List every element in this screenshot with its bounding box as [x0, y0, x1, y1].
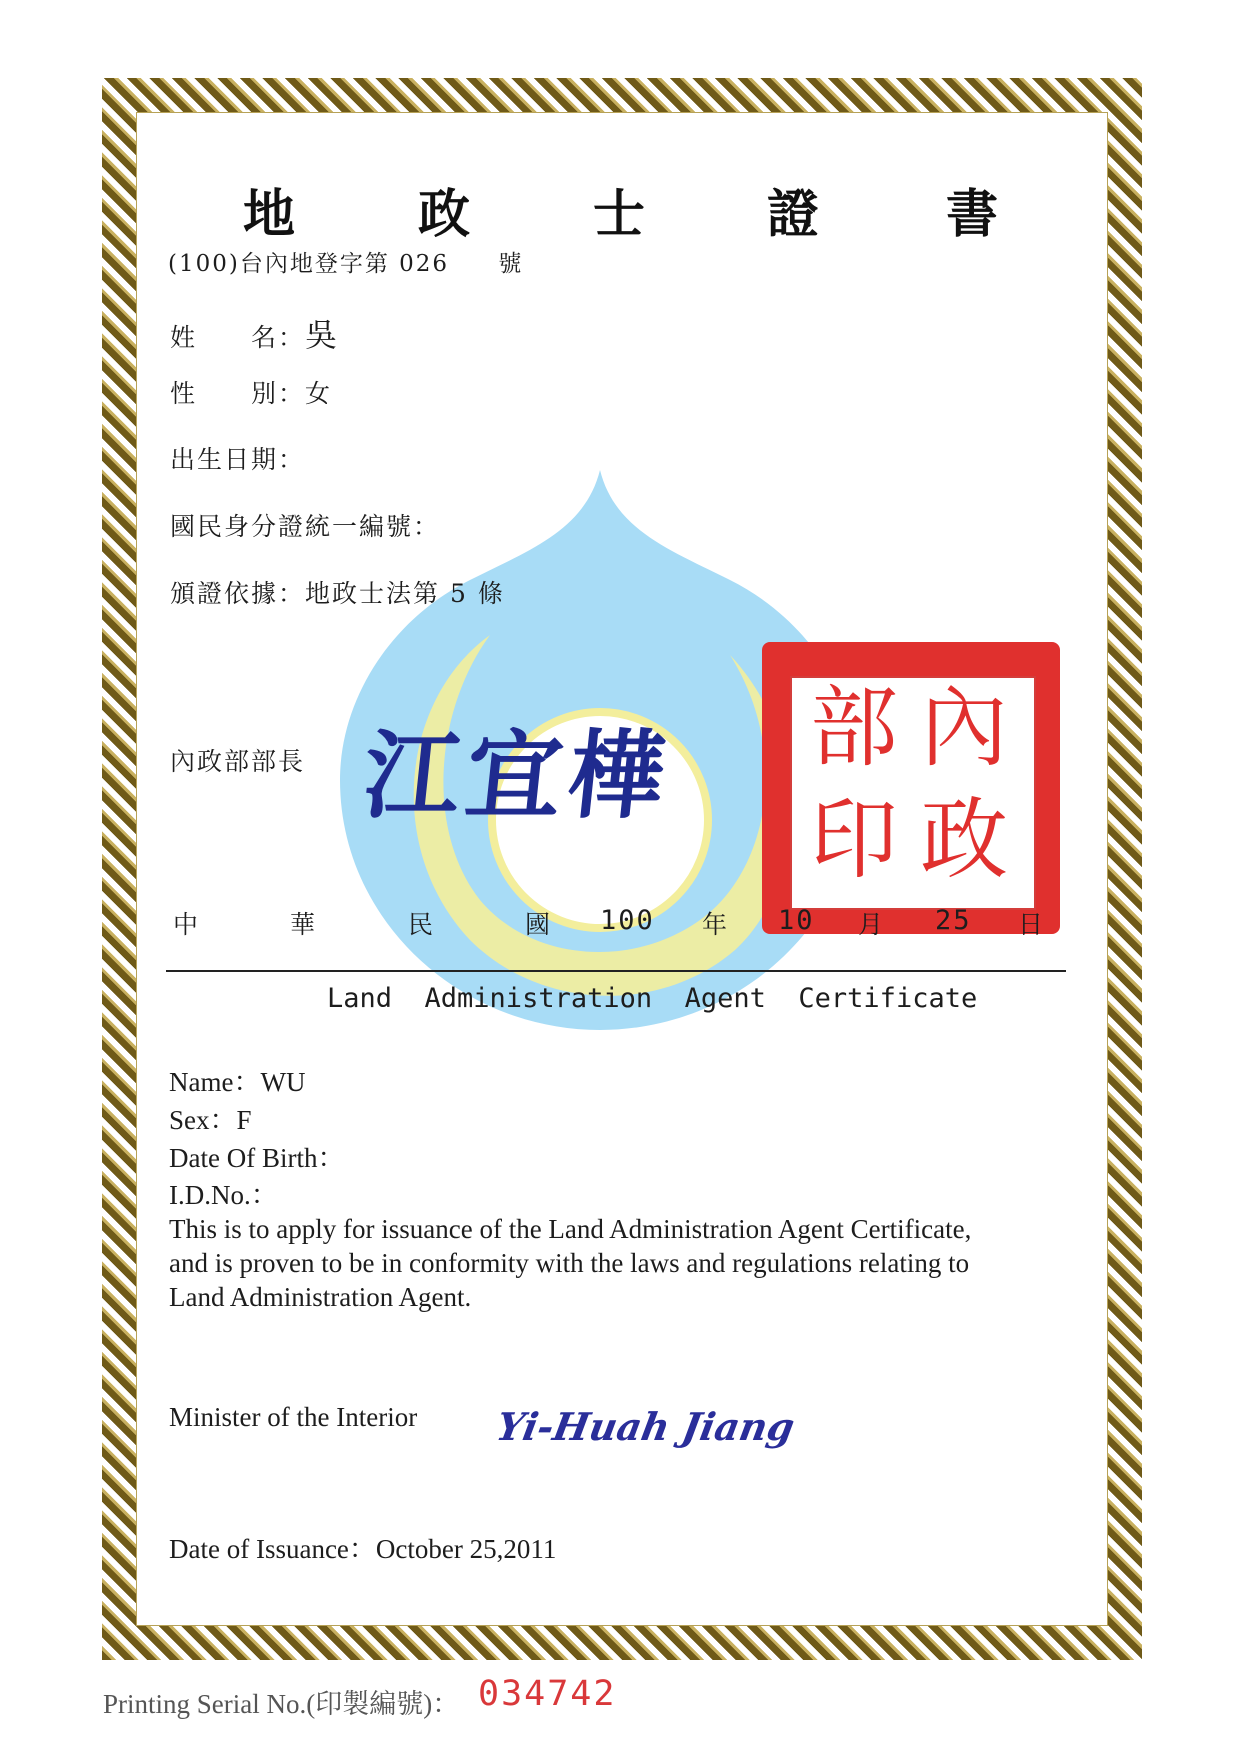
- en-issuance-date: Date of Issuance：October 25,2011: [169, 1534, 557, 1564]
- date-char-yue: 月: [858, 910, 886, 939]
- en-name-line: Name：WU: [169, 1067, 306, 1097]
- zh-sex-label: 性 別：: [170, 379, 306, 408]
- date-char-hua: 華: [290, 910, 318, 939]
- title-char-1: 地: [243, 184, 296, 245]
- zh-id-label: 國民身分證統一編號：: [170, 512, 441, 541]
- english-heading: Land Administration Agent Certificate: [327, 983, 978, 1014]
- section-divider: [166, 970, 1066, 972]
- date-char-guo: 國: [525, 910, 553, 939]
- date-char-ri: 日: [1018, 910, 1046, 939]
- title-char-4: 證: [767, 184, 820, 245]
- en-sex-line: Sex：F: [169, 1105, 252, 1135]
- date-day: 25: [935, 905, 972, 936]
- date-char-min: 民: [408, 910, 436, 939]
- serial-label: Printing Serial No.(印製編號)：: [103, 1689, 460, 1719]
- en-paragraph-line-3: Land Administration Agent.: [169, 1282, 472, 1312]
- zh-basis-label: 頒證依據：: [170, 579, 306, 608]
- document-number-suffix: 號: [498, 251, 524, 277]
- en-minister-signature: Yi-Huah Jiang: [493, 1404, 798, 1449]
- official-seal: [762, 642, 1060, 934]
- document-number: [168, 245, 523, 278]
- en-minister-label: Minister of the Interior: [169, 1402, 418, 1432]
- document-number-text: (100)台內地登字第 026: [168, 251, 450, 277]
- serial-number: 034742: [478, 1674, 617, 1714]
- zh-dob-label: 出生日期：: [170, 445, 306, 474]
- title-char-2: 政: [418, 184, 471, 245]
- zh-basis-value: 地政士法第 5 條: [305, 579, 505, 608]
- zh-basis-row: [170, 574, 505, 610]
- date-char-nian: 年: [702, 910, 730, 939]
- zh-id-row: [170, 507, 440, 543]
- title-char-3: 士: [593, 184, 646, 245]
- zh-sex-row: [170, 374, 332, 410]
- zh-name-value: 吳: [305, 316, 340, 354]
- zh-minister-signature: 江宜樺: [358, 719, 677, 832]
- seal-char-2: 政: [920, 788, 1009, 891]
- date-char-zhong: 中: [173, 910, 201, 939]
- zh-minister-label: 內政部部長: [170, 747, 306, 776]
- en-id-line: I.D.No.：: [169, 1180, 278, 1210]
- en-dob-line: Date Of Birth：: [169, 1143, 345, 1173]
- en-paragraph-line-1: This is to apply for issuance of the Land Administration Agent Certificate,: [169, 1214, 972, 1244]
- date-month: 10: [778, 905, 815, 936]
- seal-char-3: 部: [810, 676, 899, 779]
- official-seal-inner: [790, 676, 1036, 910]
- en-paragraph-line-2: and is proven to be in conformity with the laws and regulations relating to: [169, 1248, 970, 1278]
- zh-name-label: 姓 名：: [170, 323, 306, 352]
- date-year: 100: [600, 905, 655, 936]
- zh-dob-row: [170, 440, 305, 476]
- zh-sex-value: 女: [305, 379, 333, 408]
- zh-name-row: [170, 310, 339, 356]
- title-char-5: 書: [946, 184, 999, 245]
- seal-char-1: 內: [920, 676, 1009, 779]
- seal-char-4: 印: [810, 788, 899, 891]
